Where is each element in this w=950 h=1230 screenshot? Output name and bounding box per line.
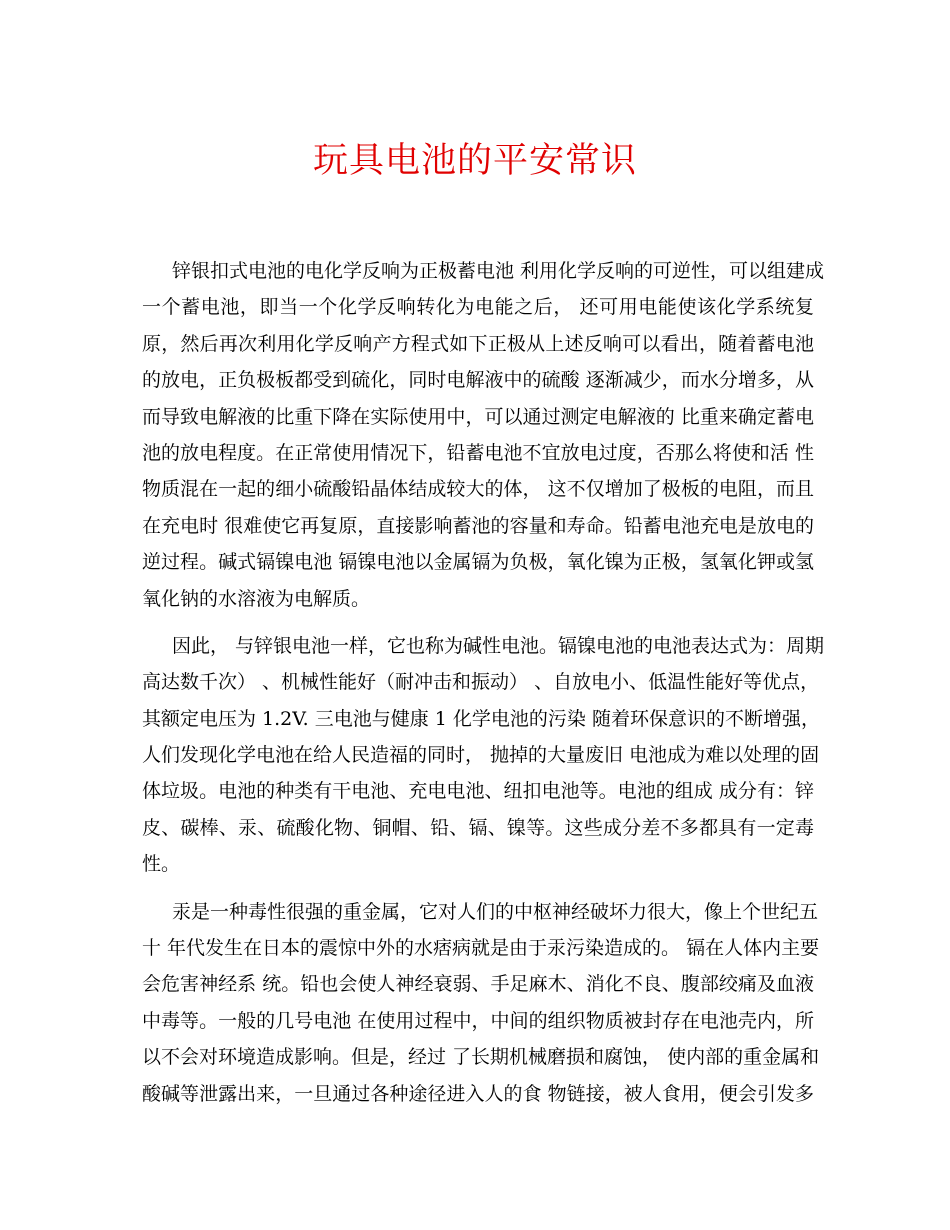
document-title: 玩具电池的平安常识 [312, 141, 637, 181]
text-line: 池的放电程度。在正常使用情况下，铅蓄电池不宜放电过度，否那么将使和活 性 [142, 441, 814, 464]
text-line: 锌银扣式电池的电化学反响为正极蓄电池 利用化学反响的可逆性，可以组建成 [172, 260, 825, 282]
text-line: 其额定电压为 1.2V. 三电池与健康 1 化学电池的污染 随着环保意识的不断增强， [142, 707, 820, 730]
text-line: 人们发现化学电池在给人民造福的同时， 抛掉的大量废旧 电池成为难以处理的固 [142, 744, 820, 767]
paragraph-3 [142, 894, 820, 1112]
text-line: 会危害神经系 统。铅也会使人神经衰弱、手足麻木、消化不良、腹部绞痛及血液 [142, 973, 814, 996]
text-line: 以不会对环境造成影响。但是，经过 了长期机械磨损和腐蚀， 使内部的重金属和 [142, 1046, 820, 1069]
text-line: 酸碱等泄露出来，一旦通过各种途径进入人的食 物链接，被人食用，便会引发多 [142, 1082, 814, 1105]
text-line: 性。 [142, 853, 181, 876]
text-line: 十 年代发生在日本的震惊中外的水痞病就是由于汞污染造成的。 镉在人体内主要 [142, 937, 820, 960]
paragraph-1 [142, 253, 825, 617]
text-line: 氧化钠的水溶液为电解质。 [142, 587, 371, 610]
text-line: 汞是一种毒性很强的重金属，它对人们的中枢神经破坏力很大，像上个世纪五 [172, 900, 819, 923]
text-line: 一个蓄电池，即当一个化学反响转化为电能之后， 还可用电能使该化学系统复 [142, 296, 814, 319]
text-line: 体垃圾。电池的种类有干电池、充电电池、纽扣电池等。电池的组成 成分有：锌 [142, 780, 814, 803]
text-line: 因此， 与锌银电池一样，它也称为碱性电池。镉镍电池的电池表达式为：周期 [172, 634, 825, 657]
text-line: 逆过程。碱式镉镍电池 镉镍电池以金属镉为负极，氧化镍为正极，氢氧化钾或氢 [142, 551, 814, 574]
document-body [142, 253, 825, 1123]
text-line: 的放电，正负极板都受到硫化，同时电解液中的硫酸 逐渐减少，而水分增多，从 [142, 369, 814, 392]
paragraph-2 [142, 628, 825, 883]
text-line: 原，然后再次利用化学反响产方程式如下正极从上述反响可以看出，随着蓄电池 [142, 332, 814, 355]
text-line: 中毒等。一般的几号电池 在使用过程中，中间的组织物质被封存在电池壳内，所 [142, 1009, 814, 1032]
text-line: 皮、碳棒、汞、硫酸化物、铜帽、铅、镉、镍等。这些成分差不多都具有一定毒 [142, 816, 814, 839]
text-line: 在充电时 很难使它再复原，直接影响蓄池的容量和寿命。铅蓄电池充电是放电的 [142, 514, 814, 537]
text-line: 而导致电解液的比重下降在实际使用中，可以通过测定电解液的 比重来确定蓄电 [142, 405, 814, 428]
text-line: 物质混在一起的细小硫酸铅晶体结成较大的体， 这不仅增加了极板的电阻，而且 [142, 478, 814, 501]
text-line: 高达数千次） 、机械性能好（耐冲击和振动） 、自放电小、低温性能好等优点， [142, 671, 820, 694]
